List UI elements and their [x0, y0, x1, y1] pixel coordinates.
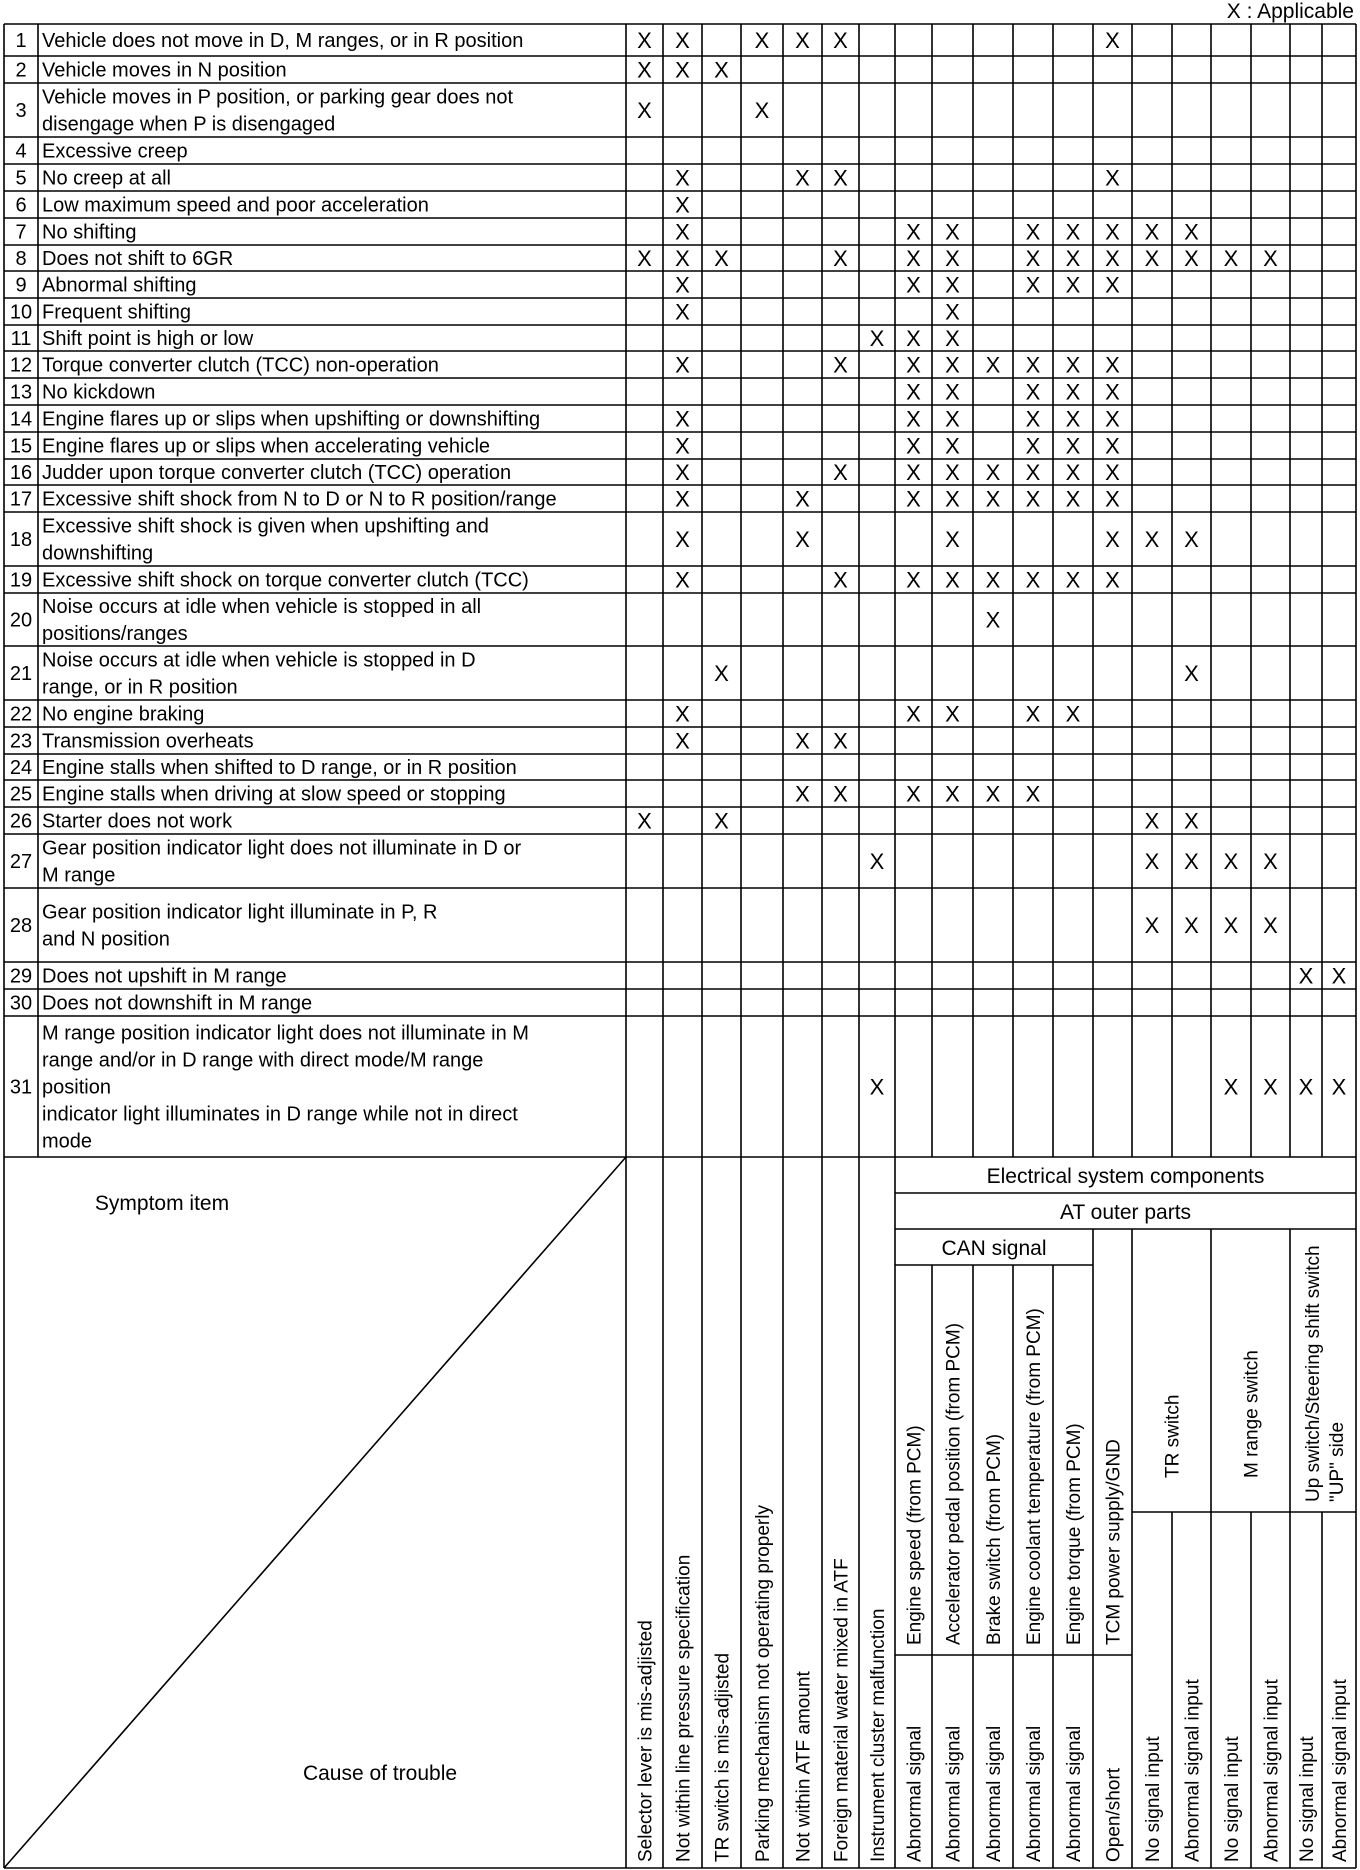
- applicable-mark: X: [1298, 963, 1314, 989]
- cause-column-sublabel: Engine speed (from PCM): [904, 1425, 926, 1645]
- applicable-mark: X: [1184, 913, 1199, 938]
- applicable-mark: X: [714, 661, 729, 686]
- applicable-mark: X: [1025, 433, 1041, 459]
- applicable-mark: X: [754, 28, 770, 53]
- symptom-text: Shift point is high or low: [42, 328, 254, 350]
- applicable-mark: X: [675, 406, 690, 432]
- row-number: 26: [9, 810, 33, 833]
- applicable-mark: X: [1025, 781, 1041, 807]
- applicable-mark: X: [945, 567, 960, 593]
- row-number: 8: [15, 248, 27, 270]
- applicable-mark: X: [1184, 808, 1199, 834]
- cause-column-label: TR switch is mis-adjisted: [712, 1652, 734, 1862]
- applicable-mark: X: [833, 567, 848, 593]
- applicable-mark: X: [675, 192, 690, 218]
- applicable-mark: X: [1144, 246, 1160, 271]
- applicable-mark: X: [1144, 849, 1160, 874]
- can-signal-header: CAN signal: [941, 1237, 1047, 1260]
- applicable-mark: X: [1105, 527, 1120, 552]
- applicable-mark: X: [833, 246, 848, 271]
- applicable-mark: X: [1065, 352, 1081, 378]
- applicable-mark: X: [1025, 379, 1041, 405]
- row-number: 6: [15, 194, 27, 217]
- applicable-mark: X: [945, 219, 960, 245]
- cause-column-label: Abnormal signal input: [1330, 1679, 1351, 1862]
- row-number: 10: [9, 301, 33, 324]
- symptom-text: Abnormal shifting: [42, 274, 197, 297]
- applicable-mark: X: [675, 272, 690, 298]
- applicable-mark: X: [869, 1074, 885, 1100]
- row-number: 7: [15, 221, 27, 244]
- applicable-mark: X: [1223, 1074, 1239, 1100]
- applicable-mark: X: [754, 98, 770, 123]
- applicable-mark: X: [795, 165, 810, 191]
- up-switch-side-label: "UP" side: [1327, 1421, 1348, 1502]
- row-number: 18: [9, 529, 33, 551]
- cause-column-label: Selector lever is mis-adjisted: [635, 1620, 657, 1862]
- applicable-mark: X: [675, 246, 690, 271]
- at-outer-parts-header: AT outer parts: [1059, 1201, 1192, 1224]
- applicable-mark: X: [675, 28, 690, 53]
- applicable-mark: X: [1065, 272, 1081, 298]
- cause-column-label: Instrument cluster malfunction: [868, 1608, 889, 1862]
- applicable-mark: X: [675, 567, 690, 593]
- applicable-mark: X: [1065, 379, 1081, 405]
- applicable-mark: X: [1184, 246, 1199, 271]
- m-range-switch-label: M range switch: [1241, 1350, 1263, 1478]
- row-number: 20: [9, 609, 33, 632]
- applicable-mark: X: [1105, 379, 1120, 405]
- row-number: 9: [15, 274, 27, 297]
- symptom-text: range, or in R position: [42, 676, 238, 699]
- applicable-mark: X: [906, 460, 921, 485]
- applicable-mark: X: [945, 527, 960, 552]
- applicable-mark: X: [945, 701, 960, 727]
- applicable-mark: X: [1105, 28, 1120, 53]
- applicable-mark: X: [1144, 913, 1160, 938]
- symptom-text: Vehicle does not move in D, M ranges, or in R position: [42, 30, 524, 52]
- applicable-mark: X: [985, 607, 1001, 633]
- electrical-system-header: Electrical system components: [986, 1165, 1265, 1188]
- row-number: 15: [9, 435, 33, 458]
- cause-column-label: Parking mechanism not operating properly: [753, 1505, 774, 1862]
- applicable-mark: X: [1025, 406, 1041, 432]
- applicable-mark: X: [1105, 219, 1120, 245]
- applicable-mark: X: [675, 299, 690, 325]
- cause-column-sublabel: Accelerator pedal position (from PCM): [943, 1322, 965, 1645]
- applicable-mark: X: [1105, 433, 1120, 459]
- symptom-text: No engine braking: [42, 703, 205, 726]
- applicable-mark: X: [906, 379, 921, 405]
- applicable-mark: X: [1105, 460, 1120, 485]
- applicable-legend: X : Applicable: [1226, 0, 1354, 23]
- cause-column-label: Foreign material water mixed in ATF: [831, 1558, 853, 1862]
- row-number: 13: [9, 381, 33, 404]
- symptom-text: No creep at all: [42, 167, 171, 190]
- symptom-text: Frequent shifting: [42, 301, 191, 324]
- row-number: 16: [9, 462, 33, 484]
- applicable-mark: X: [675, 460, 690, 485]
- tr-switch-label: TR switch: [1162, 1394, 1184, 1478]
- applicable-mark: X: [1065, 486, 1081, 512]
- applicable-mark: X: [906, 433, 921, 459]
- applicable-mark: X: [1065, 406, 1081, 432]
- applicable-mark: X: [985, 781, 1001, 807]
- cause-column-label: Open/short: [1103, 1768, 1125, 1862]
- row-number: 25: [9, 783, 33, 806]
- symptom-item-label: Symptom item: [94, 1192, 230, 1215]
- applicable-mark: X: [1144, 219, 1160, 245]
- symptom-text: Does not shift to 6GR: [42, 248, 234, 270]
- applicable-mark: X: [1331, 963, 1347, 989]
- applicable-mark: X: [1025, 460, 1041, 485]
- applicable-mark: X: [1065, 567, 1081, 593]
- applicable-mark: X: [1144, 527, 1160, 552]
- applicable-mark: X: [1105, 165, 1120, 191]
- applicable-mark: X: [675, 433, 690, 459]
- applicable-mark: X: [1223, 913, 1239, 938]
- cause-column-label: Abnormal signal: [904, 1725, 926, 1862]
- applicable-mark: X: [795, 781, 810, 807]
- applicable-mark: X: [675, 728, 690, 754]
- applicable-mark: X: [1184, 661, 1199, 686]
- cause-column-label: Abnormal signal: [984, 1725, 1005, 1862]
- cause-column-sublabel: Engine torque (from PCM): [1064, 1423, 1085, 1645]
- symptom-text: Starter does not work: [42, 810, 233, 833]
- symptom-text: Vehicle moves in P position, or parking gear does not: [42, 86, 514, 109]
- applicable-mark: X: [1025, 219, 1041, 245]
- applicable-mark: X: [1025, 352, 1041, 378]
- applicable-mark: X: [906, 567, 921, 593]
- applicable-mark: X: [1065, 460, 1081, 485]
- applicable-mark: X: [906, 701, 921, 727]
- symptom-text: Gear position indicator light illuminate in P, R: [42, 901, 438, 924]
- applicable-mark: X: [714, 808, 729, 834]
- row-number: 14: [9, 408, 33, 431]
- row-number: 12: [9, 354, 33, 377]
- symptom-text: disengage when P is disengaged: [42, 113, 336, 136]
- cause-column-sublabel: Brake switch (from PCM): [984, 1433, 1005, 1645]
- symptom-text: Engine stalls when shifted to D range, or in R position: [42, 757, 517, 779]
- row-number: 19: [9, 569, 33, 592]
- applicable-mark: X: [833, 352, 848, 378]
- applicable-mark: X: [795, 28, 810, 53]
- cause-column-label: Not within ATF amount: [793, 1671, 815, 1862]
- symptom-text: Excessive creep: [42, 140, 188, 163]
- applicable-mark: X: [833, 28, 848, 53]
- symptom-text: Low maximum speed and poor acceleration: [42, 194, 429, 217]
- applicable-mark: X: [906, 219, 921, 245]
- applicable-mark: X: [906, 326, 921, 351]
- applicable-mark: X: [637, 57, 652, 83]
- applicable-mark: X: [1184, 527, 1199, 552]
- applicable-mark: X: [1263, 849, 1278, 874]
- cause-of-trouble-label: Cause of trouble: [302, 1762, 458, 1785]
- applicable-mark: X: [945, 246, 960, 271]
- applicable-mark: X: [1025, 701, 1041, 727]
- cause-column-label: No signal input: [1297, 1736, 1318, 1862]
- applicable-mark: X: [1331, 1074, 1347, 1100]
- symptom-text: and N position: [42, 928, 170, 951]
- applicable-mark: X: [1105, 567, 1120, 593]
- row-number: 5: [15, 167, 27, 190]
- applicable-mark: X: [945, 486, 960, 512]
- symptom-text: Noise occurs at idle when vehicle is stopped in D: [42, 649, 476, 672]
- applicable-mark: X: [1184, 219, 1199, 245]
- applicable-mark: X: [945, 460, 960, 485]
- applicable-mark: X: [1263, 1074, 1278, 1100]
- applicable-mark: X: [637, 28, 652, 53]
- row-number: 22: [9, 703, 33, 726]
- symptom-text: positions/ranges: [42, 623, 188, 645]
- applicable-mark: X: [985, 352, 1001, 378]
- applicable-mark: X: [1144, 808, 1160, 834]
- applicable-mark: X: [945, 326, 960, 351]
- applicable-mark: X: [985, 486, 1001, 512]
- row-number: 23: [9, 730, 33, 753]
- symptom-text: Does not upshift in M range: [42, 965, 287, 988]
- applicable-mark: X: [945, 379, 960, 405]
- applicable-mark: X: [945, 299, 960, 325]
- applicable-mark: X: [1223, 849, 1239, 874]
- row-number: 29: [9, 965, 33, 988]
- symptom-text: mode: [42, 1130, 93, 1153]
- applicable-mark: X: [1105, 486, 1120, 512]
- applicable-mark: X: [1298, 1074, 1314, 1100]
- applicable-mark: X: [795, 486, 810, 512]
- applicable-mark: X: [675, 527, 690, 552]
- applicable-mark: X: [795, 527, 810, 552]
- applicable-mark: X: [869, 326, 885, 351]
- symptom-text: Engine flares up or slips when upshifting or downshifting: [42, 408, 541, 431]
- symptom-text: Engine flares up or slips when accelerating vehicle: [42, 435, 491, 458]
- cause-column-label: Abnormal signal input: [1182, 1679, 1204, 1862]
- applicable-mark: X: [675, 219, 690, 245]
- symptom-text: Noise occurs at idle when vehicle is stopped in all: [42, 596, 482, 618]
- row-number: 27: [9, 851, 33, 873]
- applicable-mark: X: [906, 406, 921, 432]
- symptom-text: indicator light illuminates in D range while not in direct: [42, 1103, 518, 1126]
- applicable-mark: X: [1105, 406, 1120, 432]
- cause-column-label: Not within line pressure specification: [673, 1554, 695, 1862]
- applicable-mark: X: [1065, 433, 1081, 459]
- applicable-mark: X: [675, 701, 690, 727]
- symptom-text: Excessive shift shock on torque converter clutch (TCC): [42, 569, 529, 592]
- symptom-text: Torque converter clutch (TCC) non-operation: [42, 354, 439, 377]
- cause-column-label: No signal input: [1222, 1736, 1243, 1862]
- row-number: 21: [9, 663, 33, 685]
- applicable-mark: X: [1105, 352, 1120, 378]
- cause-column-label: Abnormal signal: [1024, 1725, 1045, 1862]
- applicable-mark: X: [906, 352, 921, 378]
- cause-column-label: Abnormal signal: [1064, 1725, 1085, 1862]
- symptom-text: downshifting: [42, 542, 154, 565]
- up-switch-label: Up switch/Steering shift switch: [1303, 1245, 1324, 1502]
- symptom-text: Vehicle moves in N position: [42, 59, 287, 82]
- symptom-text: Does not downshift in M range: [42, 992, 313, 1015]
- applicable-mark: X: [1025, 567, 1041, 593]
- symptom-text: position: [42, 1076, 111, 1099]
- cause-column-label: Abnormal signal input: [1261, 1679, 1283, 1862]
- applicable-mark: X: [833, 460, 848, 485]
- applicable-mark: X: [833, 165, 848, 191]
- row-number: 24: [9, 757, 33, 779]
- symptom-text: Judder upon torque converter clutch (TCC) operation: [42, 462, 512, 484]
- symptom-text: Gear position indicator light does not illuminate in D or: [42, 837, 522, 860]
- applicable-mark: X: [1184, 849, 1199, 874]
- applicable-mark: X: [675, 165, 690, 191]
- row-number: 4: [15, 140, 27, 163]
- applicable-mark: X: [906, 781, 921, 807]
- cause-column-sublabel: TCM power supply/GND: [1103, 1439, 1125, 1645]
- applicable-mark: X: [1105, 246, 1120, 271]
- row-number: 17: [9, 488, 33, 511]
- applicable-mark: X: [1065, 701, 1081, 727]
- applicable-mark: X: [675, 352, 690, 378]
- cause-column-label: Abnormal signal: [943, 1725, 965, 1862]
- symptom-text: Excessive shift shock is given when upshifting and: [42, 515, 489, 538]
- applicable-mark: X: [945, 433, 960, 459]
- symptom-text: M range: [42, 864, 116, 887]
- applicable-mark: X: [945, 781, 960, 807]
- applicable-mark: X: [637, 246, 652, 271]
- symptom-text: No shifting: [42, 221, 137, 244]
- applicable-mark: X: [714, 57, 729, 83]
- applicable-mark: X: [906, 486, 921, 512]
- applicable-mark: X: [869, 849, 885, 874]
- symptom-text: Transmission overheats: [42, 730, 254, 753]
- applicable-mark: X: [833, 728, 848, 754]
- row-number: 28: [9, 915, 33, 937]
- applicable-mark: X: [906, 272, 921, 298]
- applicable-mark: X: [1065, 219, 1081, 245]
- applicable-mark: X: [945, 352, 960, 378]
- symptom-text: M range position indicator light does not illuminate in M: [42, 1022, 529, 1045]
- symptom-text: Engine stalls when driving at slow speed or stopping: [42, 783, 506, 806]
- row-number: 1: [15, 30, 27, 52]
- applicable-mark: X: [714, 246, 729, 271]
- row-number: 30: [9, 992, 33, 1015]
- applicable-mark: X: [675, 57, 690, 83]
- symptom-text: No kickdown: [42, 381, 156, 404]
- cause-column-sublabel: Engine coolant temperature (from PCM): [1024, 1308, 1045, 1645]
- applicable-mark: X: [1263, 246, 1278, 271]
- row-number: 31: [9, 1076, 33, 1099]
- cause-column-label: No signal input: [1143, 1736, 1164, 1862]
- applicable-mark: X: [985, 460, 1001, 485]
- applicable-mark: X: [1025, 486, 1041, 512]
- applicable-mark: X: [833, 781, 848, 807]
- applicable-mark: X: [1263, 913, 1278, 938]
- applicable-mark: X: [1065, 246, 1081, 271]
- applicable-mark: X: [906, 246, 921, 271]
- applicable-mark: X: [675, 486, 690, 512]
- applicable-mark: X: [945, 272, 960, 298]
- symptom-text: Excessive shift shock from N to D or N to R position/range: [42, 488, 557, 511]
- row-number: 11: [10, 328, 32, 350]
- applicable-mark: X: [1223, 246, 1239, 271]
- applicable-mark: X: [1025, 246, 1041, 271]
- row-number: 3: [15, 100, 27, 122]
- applicable-mark: X: [1025, 272, 1041, 298]
- row-number: 2: [15, 59, 27, 82]
- symptom-text: range and/or in D range with direct mode/M range: [42, 1049, 484, 1072]
- applicable-mark: X: [985, 567, 1001, 593]
- applicable-mark: X: [1105, 272, 1120, 298]
- applicable-mark: X: [945, 406, 960, 432]
- applicable-mark: X: [637, 98, 652, 123]
- applicable-mark: X: [795, 728, 810, 754]
- applicable-mark: X: [637, 808, 652, 834]
